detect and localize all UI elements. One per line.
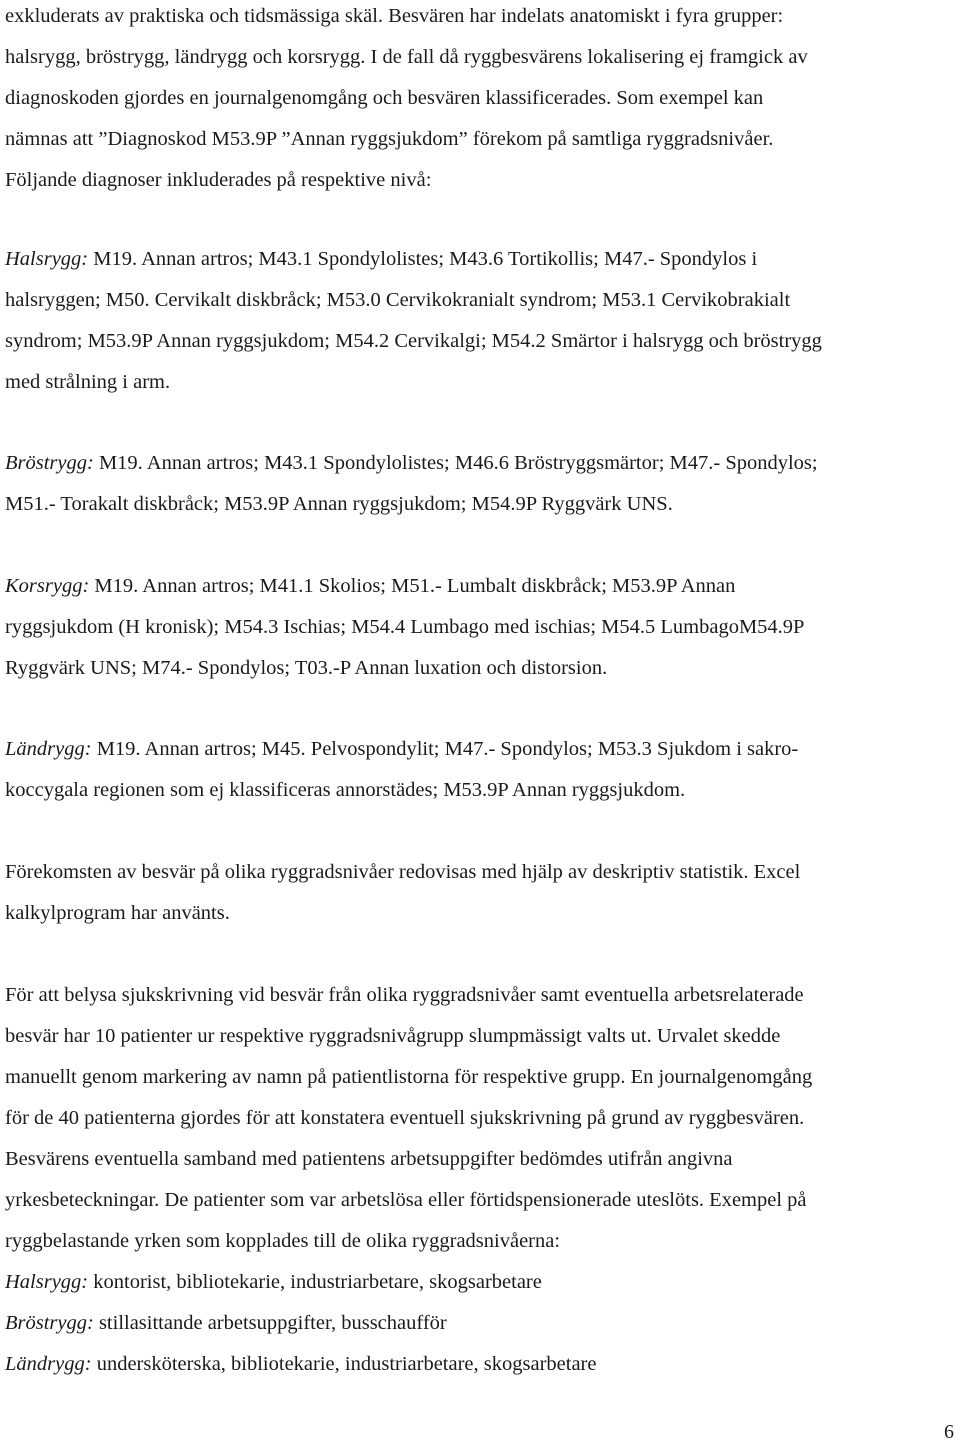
sick-leave-line: yrkesbeteckningar. De patienter som var arbetslösa eller förtidspensionerade uteslöts. Exempel på [5,1189,807,1211]
sick-leave-line: Besvärens eventuella samband med patientens arbetsuppgifter bedömdes utifrån angivna [5,1148,733,1170]
intro-line: Följande diagnoser inkluderades på respektive nivå: [5,169,432,191]
halsrygg-line: halsryggen; M50. Cervikalt diskbråck; M53.0 Cervikokranialt syndrom; M53.1 Cervikobrakialt [5,289,791,311]
halsrygg-line: syndrom; M53.9P Annan ryggsjukdom; M54.2 Cervikalgi; M54.2 Smärtor i halsrygg och bröstrygg [5,330,822,352]
landrygg-text: M19. Annan artros; M45. Pelvospondylit; M47.- Spondylos; M53.3 Sjukdom i sakro- [91,738,799,760]
intro-line: nämnas att ”Diagnoskod M53.9P ”Annan ryggsjukdom” förekom på samtliga ryggradsnivåer. [5,128,774,150]
landrygg-line: koccygala regionen som ej klassificeras annorstädes; M53.9P Annan ryggsjukdom. [5,779,686,801]
sick-leave-line: ryggbelastande yrken som kopplades till de olika ryggradsnivåerna: [5,1230,561,1252]
korsrygg-diagnoses [5,574,735,598]
korsrygg-line: ryggsjukdom (H kronisk); M54.3 Ischias; M54.4 Lumbago med ischias; M54.5 LumbagoM54.9P [5,616,805,638]
landrygg-diagnoses [5,737,798,761]
landrygg-label: Ländrygg: [5,738,92,760]
occupation-label: Halsrygg: [5,1271,89,1293]
brostrygg-line: M51.- Torakalt diskbråck; M53.9P Annan ryggsjukdom; M54.9P Ryggvärk UNS. [5,493,673,515]
page-number: 6 [944,1421,954,1443]
sick-leave-line: besvär har 10 patienter ur respektive ryggradsnivågrupp slumpmässigt valts ut. Urvalet skedde [5,1025,781,1047]
occupation-text: undersköterska, bibliotekarie, industriarbetare, skogsarbetare [91,1353,597,1375]
intro-line: halsrygg, bröstrygg, ländrygg och korsrygg. I de fall då ryggbesvärens lokalisering ej framgick av [5,46,808,68]
intro-line: diagnoskoden gjordes en journalgenomgång och besvären klassificerades. Som exempel kan [5,87,764,109]
halsrygg-label: Halsrygg: [5,248,89,270]
occupation-halsrygg [5,1270,542,1294]
occupation-landrygg [5,1352,596,1376]
occupation-label: Ländrygg: [5,1353,92,1375]
brostrygg-label: Bröstrygg: [5,452,94,474]
halsrygg-diagnoses [5,247,757,271]
sick-leave-line: för de 40 patienterna gjordes för att konstatera eventuell sjukskrivning på grund av ryggbesvären. [5,1107,805,1129]
occupation-brostrygg [5,1311,447,1335]
intro-line: exkluderats av praktiska och tidsmässiga skäl. Besvären har indelats anatomiskt i fyra grupper: [5,5,784,27]
halsrygg-line: med strålning i arm. [5,371,171,393]
statistics-line: Förekomsten av besvär på olika ryggradsnivåer redovisas med hjälp av deskriptiv statistik. Excel [5,861,801,883]
occupation-text: kontorist, bibliotekarie, industriarbetare, skogsarbetare [88,1271,542,1293]
halsrygg-text: M19. Annan artros; M43.1 Spondylolistes; M43.6 Tortikollis; M47.- Spondylos i [88,248,758,270]
brostrygg-text: M19. Annan artros; M43.1 Spondylolistes; M46.6 Bröstryggsmärtor; M47.- Spondylos; [93,452,818,474]
korsrygg-text: M19. Annan artros; M41.1 Skolios; M51.- Lumbalt diskbråck; M53.9P Annan [89,575,736,597]
sick-leave-line: För att belysa sjukskrivning vid besvär från olika ryggradsnivåer samt eventuella arbetsrelaterade [5,984,804,1006]
statistics-line: kalkylprogram har använts. [5,902,230,924]
occupation-label: Bröstrygg: [5,1312,94,1334]
brostrygg-diagnoses [5,451,818,475]
korsrygg-label: Korsrygg: [5,575,90,597]
occupation-text: stillasittande arbetsuppgifter, busschaufför [93,1312,447,1334]
korsrygg-line: Ryggvärk UNS; M74.- Spondylos; T03.-P Annan luxation och distorsion. [5,657,608,679]
sick-leave-line: manuellt genom markering av namn på patientlistorna för respektive grupp. En journalgenomgång [5,1066,813,1088]
